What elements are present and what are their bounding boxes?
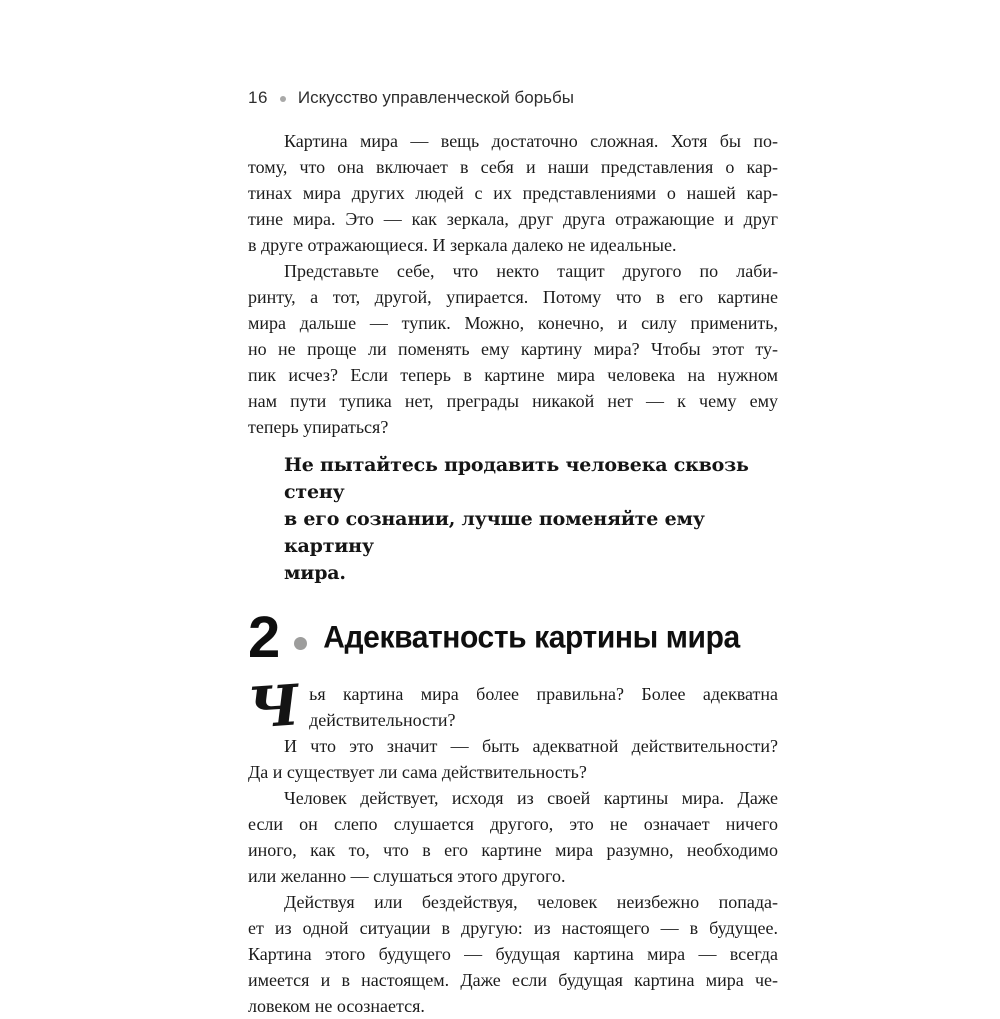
chapter-number: 2 xyxy=(248,605,279,670)
chapter-heading xyxy=(248,605,778,670)
dropcap-paragraph xyxy=(245,672,778,742)
page-number: 16 xyxy=(248,88,268,107)
text-column xyxy=(245,88,778,1019)
dot-icon xyxy=(280,96,286,102)
chapter-title: Адекватность картины мира xyxy=(323,620,740,655)
body-paragraph: Действуя или бездействуя, человек неизбежно попада- ет из одной ситуации в другую: из настоящего — в будущее. Картина этого будущего — будущая картина мира — всегда имеется и в настоящем. Даже если будущая картина мира че- ловеком не осознается. xyxy=(248,892,778,1016)
body-paragraph: Картина мира — вещь достаточно сложная. Хотя бы по- тому, что она включает в себя и наши представления о кар- тинах мира других людей с их представлениями о нашей кар- тине мира. Это — как зеркала, друг друга отражающие и друг в друге отражающиеся. И зеркала далеко не идеальные. xyxy=(248,131,778,255)
drop-cap: Ч xyxy=(245,672,302,742)
book-title: Искусство управленческой борьбы xyxy=(297,88,574,107)
running-head xyxy=(248,88,778,108)
dropcap-paragraph-lines: ья картина мира более правильна? Более адекватна действительности? xyxy=(309,684,778,730)
body-paragraph: И что это значит — быть адекватной действительности? Да и существует ли сама действительность? xyxy=(248,736,778,782)
body-paragraph: Представьте себе, что некто тащит другого по лаби- ринту, а тот, другой, упирается. Потому что в его картине мира дальше — тупик. Можно, конечно, и силу применить, но не проще ли поменять ему картину мира? Чтобы этот ту- пик исчез? Если теперь в картине мира человека на нужном нам пути тупика нет, преграды никакой нет — к чему ему теперь упираться? xyxy=(248,261,778,437)
pull-quote: Не пытайтесь продавить человека сквозь стену в его сознании, лучше поменяйте ему картину мира. xyxy=(284,454,749,584)
body-paragraph: Человек действует, исходя из своей картины мира. Даже если он слепо слушается другого, это не означает ничего иного, как то, что в его картине мира разумно, необходимо или желанно — слушаться этого другого. xyxy=(248,788,778,886)
dot-icon xyxy=(294,637,307,650)
